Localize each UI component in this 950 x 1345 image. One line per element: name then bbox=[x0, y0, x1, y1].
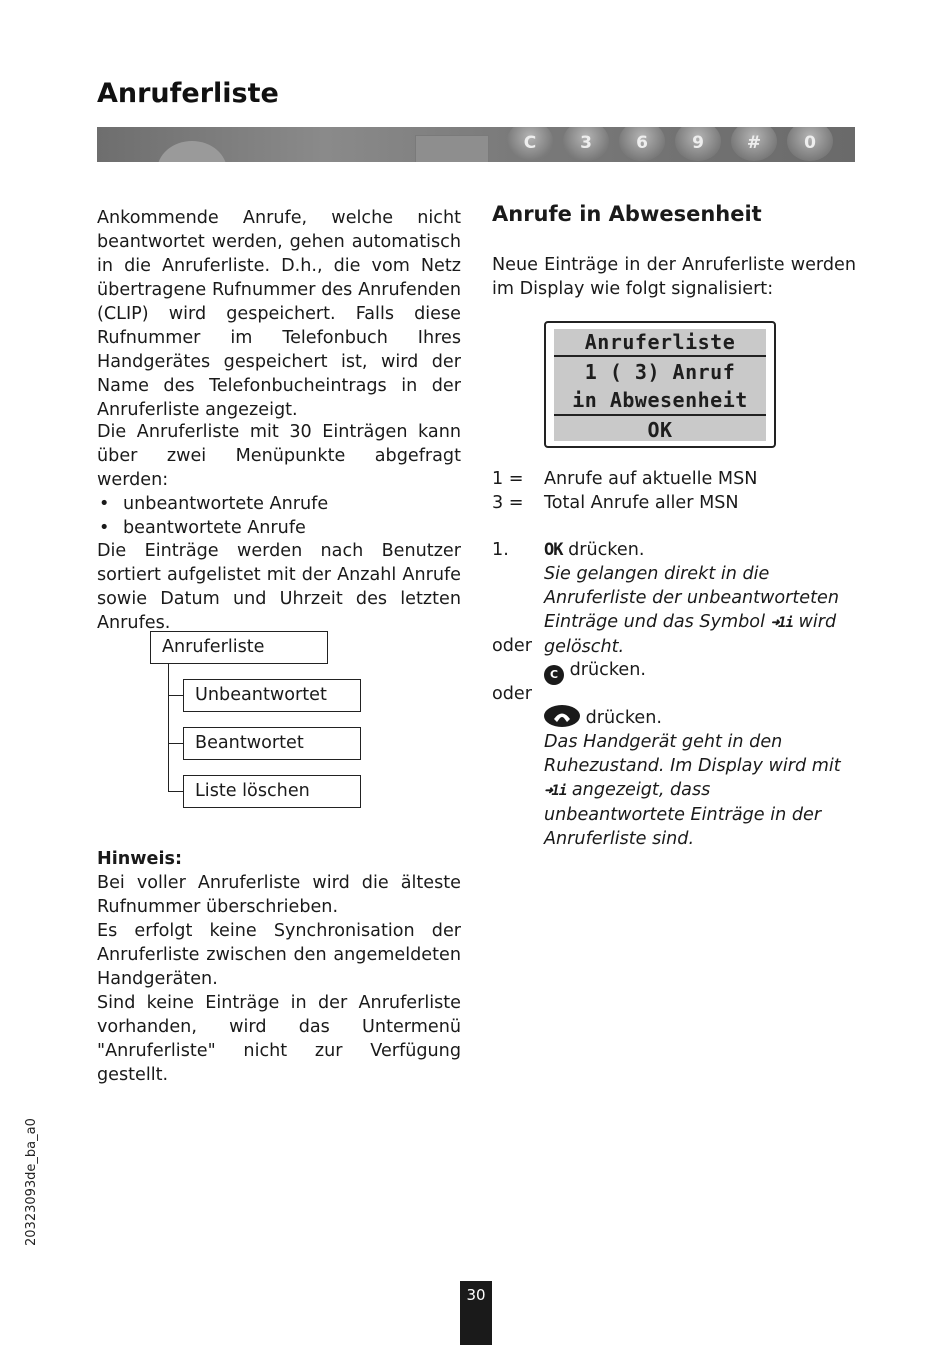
press-text: drücken. bbox=[568, 540, 645, 560]
press-text: drücken. bbox=[569, 660, 646, 680]
or-text: oder bbox=[492, 684, 532, 704]
menu-root: Anruferliste bbox=[150, 631, 328, 664]
hint-line: Sind keine Einträge in der Anruferliste vorhanden, wird das Untermenü "Anruferliste" nicht zur Verfügung gestellt. bbox=[97, 993, 461, 1085]
page-number: 30 bbox=[460, 1281, 492, 1345]
c-key-icon: C bbox=[544, 665, 564, 685]
document-code: 20323093de_ba_a0 bbox=[24, 1118, 39, 1246]
menu-item-liste-loeschen: Liste löschen bbox=[183, 775, 361, 808]
c-key-step bbox=[544, 658, 646, 685]
legend-key: 1 = bbox=[492, 469, 524, 489]
hook-note bbox=[544, 730, 856, 851]
lcd-divider bbox=[554, 355, 766, 357]
banner-key: C bbox=[507, 127, 553, 161]
section-heading: Anrufe in Abwesenheit bbox=[492, 202, 762, 226]
banner-key: 3 bbox=[563, 127, 609, 161]
missed-call-icon: ➜1i bbox=[544, 783, 567, 799]
end-call-key-icon bbox=[544, 705, 580, 727]
lcd-display bbox=[544, 321, 776, 448]
tree-connector bbox=[168, 664, 169, 792]
lcd-line: in Abwesenheit bbox=[572, 388, 748, 412]
list-intro-text: Die Anruferliste mit 30 Einträgen kann über zwei Menüpunkte abgefragt werden: bbox=[97, 422, 461, 490]
missed-call-icon: ➜1i bbox=[770, 615, 793, 631]
step-1 bbox=[544, 538, 856, 659]
lcd-screen bbox=[554, 329, 766, 441]
banner-key: # bbox=[731, 127, 777, 161]
hint-line: Es erfolgt keine Synchronisation der Anruferliste zwischen den angemeldeten Handgeräten. bbox=[97, 921, 461, 989]
bullet-list bbox=[97, 492, 461, 540]
banner-key: 6 bbox=[619, 127, 665, 161]
tree-branch bbox=[168, 743, 183, 744]
display-intro-block bbox=[492, 253, 856, 301]
hint-title: Hinweis: bbox=[97, 849, 183, 869]
legend-value: Anrufe auf aktuelle MSN bbox=[544, 469, 758, 489]
sorted-block bbox=[97, 539, 461, 635]
legend-value: Total Anrufe aller MSN bbox=[544, 493, 739, 513]
tree-branch bbox=[168, 695, 183, 696]
press-text: drücken. bbox=[585, 708, 662, 728]
step-1-note bbox=[544, 562, 856, 659]
hook-note-text-end: angezeigt, dass unbeantwortete Einträge in der Anruferliste sind. bbox=[544, 780, 822, 849]
display-intro-text: Neue Einträge in der Anruferliste werden im Display wie folgt signalisiert: bbox=[492, 255, 856, 299]
list-item: • unbeantwortete Anrufe bbox=[97, 492, 461, 516]
menu-tree-diagram bbox=[150, 631, 370, 811]
intro-block bbox=[97, 206, 461, 422]
hook-key-step bbox=[544, 705, 856, 851]
list-block bbox=[97, 420, 461, 540]
legend-key: 3 = bbox=[492, 493, 524, 513]
tree-branch bbox=[168, 791, 183, 792]
lcd-softkey-ok: OK bbox=[647, 418, 673, 442]
hook-note-text: Das Handgerät geht in den Ruhezustand. Im Display wird mit bbox=[544, 732, 841, 776]
sorted-text: Die Einträge werden nach Benutzer sortiert aufgelistet mit der Anzahl Anrufe sowie Datum und Uhrzeit des letzten Anrufes. bbox=[97, 541, 461, 633]
intro-text: Ankommende Anrufe, welche nicht beantwortet werden, gehen automatisch in die Anruferliste. D.h., die vom Netz übertragene Rufnummer des Anrufenden (CLIP) wird gespeichert. Falls diese Rufnummer im Telefonbuch Ihres Handgerätes gespeichert ist, wird der Name des Telefonbucheintrags in der Anruferliste angezeigt. bbox=[97, 208, 461, 420]
or-text: oder bbox=[492, 636, 532, 656]
banner-key: 0 bbox=[787, 127, 833, 161]
hint-block bbox=[97, 847, 461, 1087]
banner-key: 9 bbox=[675, 127, 721, 161]
hint-line: Bei voller Anruferliste wird die älteste Rufnummer überschrieben. bbox=[97, 873, 461, 917]
lcd-line: Anruferliste bbox=[584, 330, 736, 354]
page-title: Anruferliste bbox=[97, 78, 279, 109]
step-1-note-text-end: wird gelöscht. bbox=[544, 612, 837, 657]
menu-item-beantwortet: Beantwortet bbox=[183, 727, 361, 760]
step-number: 1. bbox=[492, 540, 509, 560]
list-item: • beantwortete Anrufe bbox=[97, 516, 461, 540]
keypad-banner-image bbox=[97, 127, 855, 162]
lcd-line: 1 ( 3) Anruf bbox=[584, 360, 736, 384]
lcd-divider bbox=[554, 414, 766, 416]
step-1-note-text: Sie gelangen direkt in die Anruferliste der unbeantworteten Einträge und das Symbol bbox=[544, 564, 840, 632]
menu-item-unbeantwortet: Unbeantwortet bbox=[183, 679, 361, 712]
ok-key-icon: OK bbox=[544, 540, 563, 560]
